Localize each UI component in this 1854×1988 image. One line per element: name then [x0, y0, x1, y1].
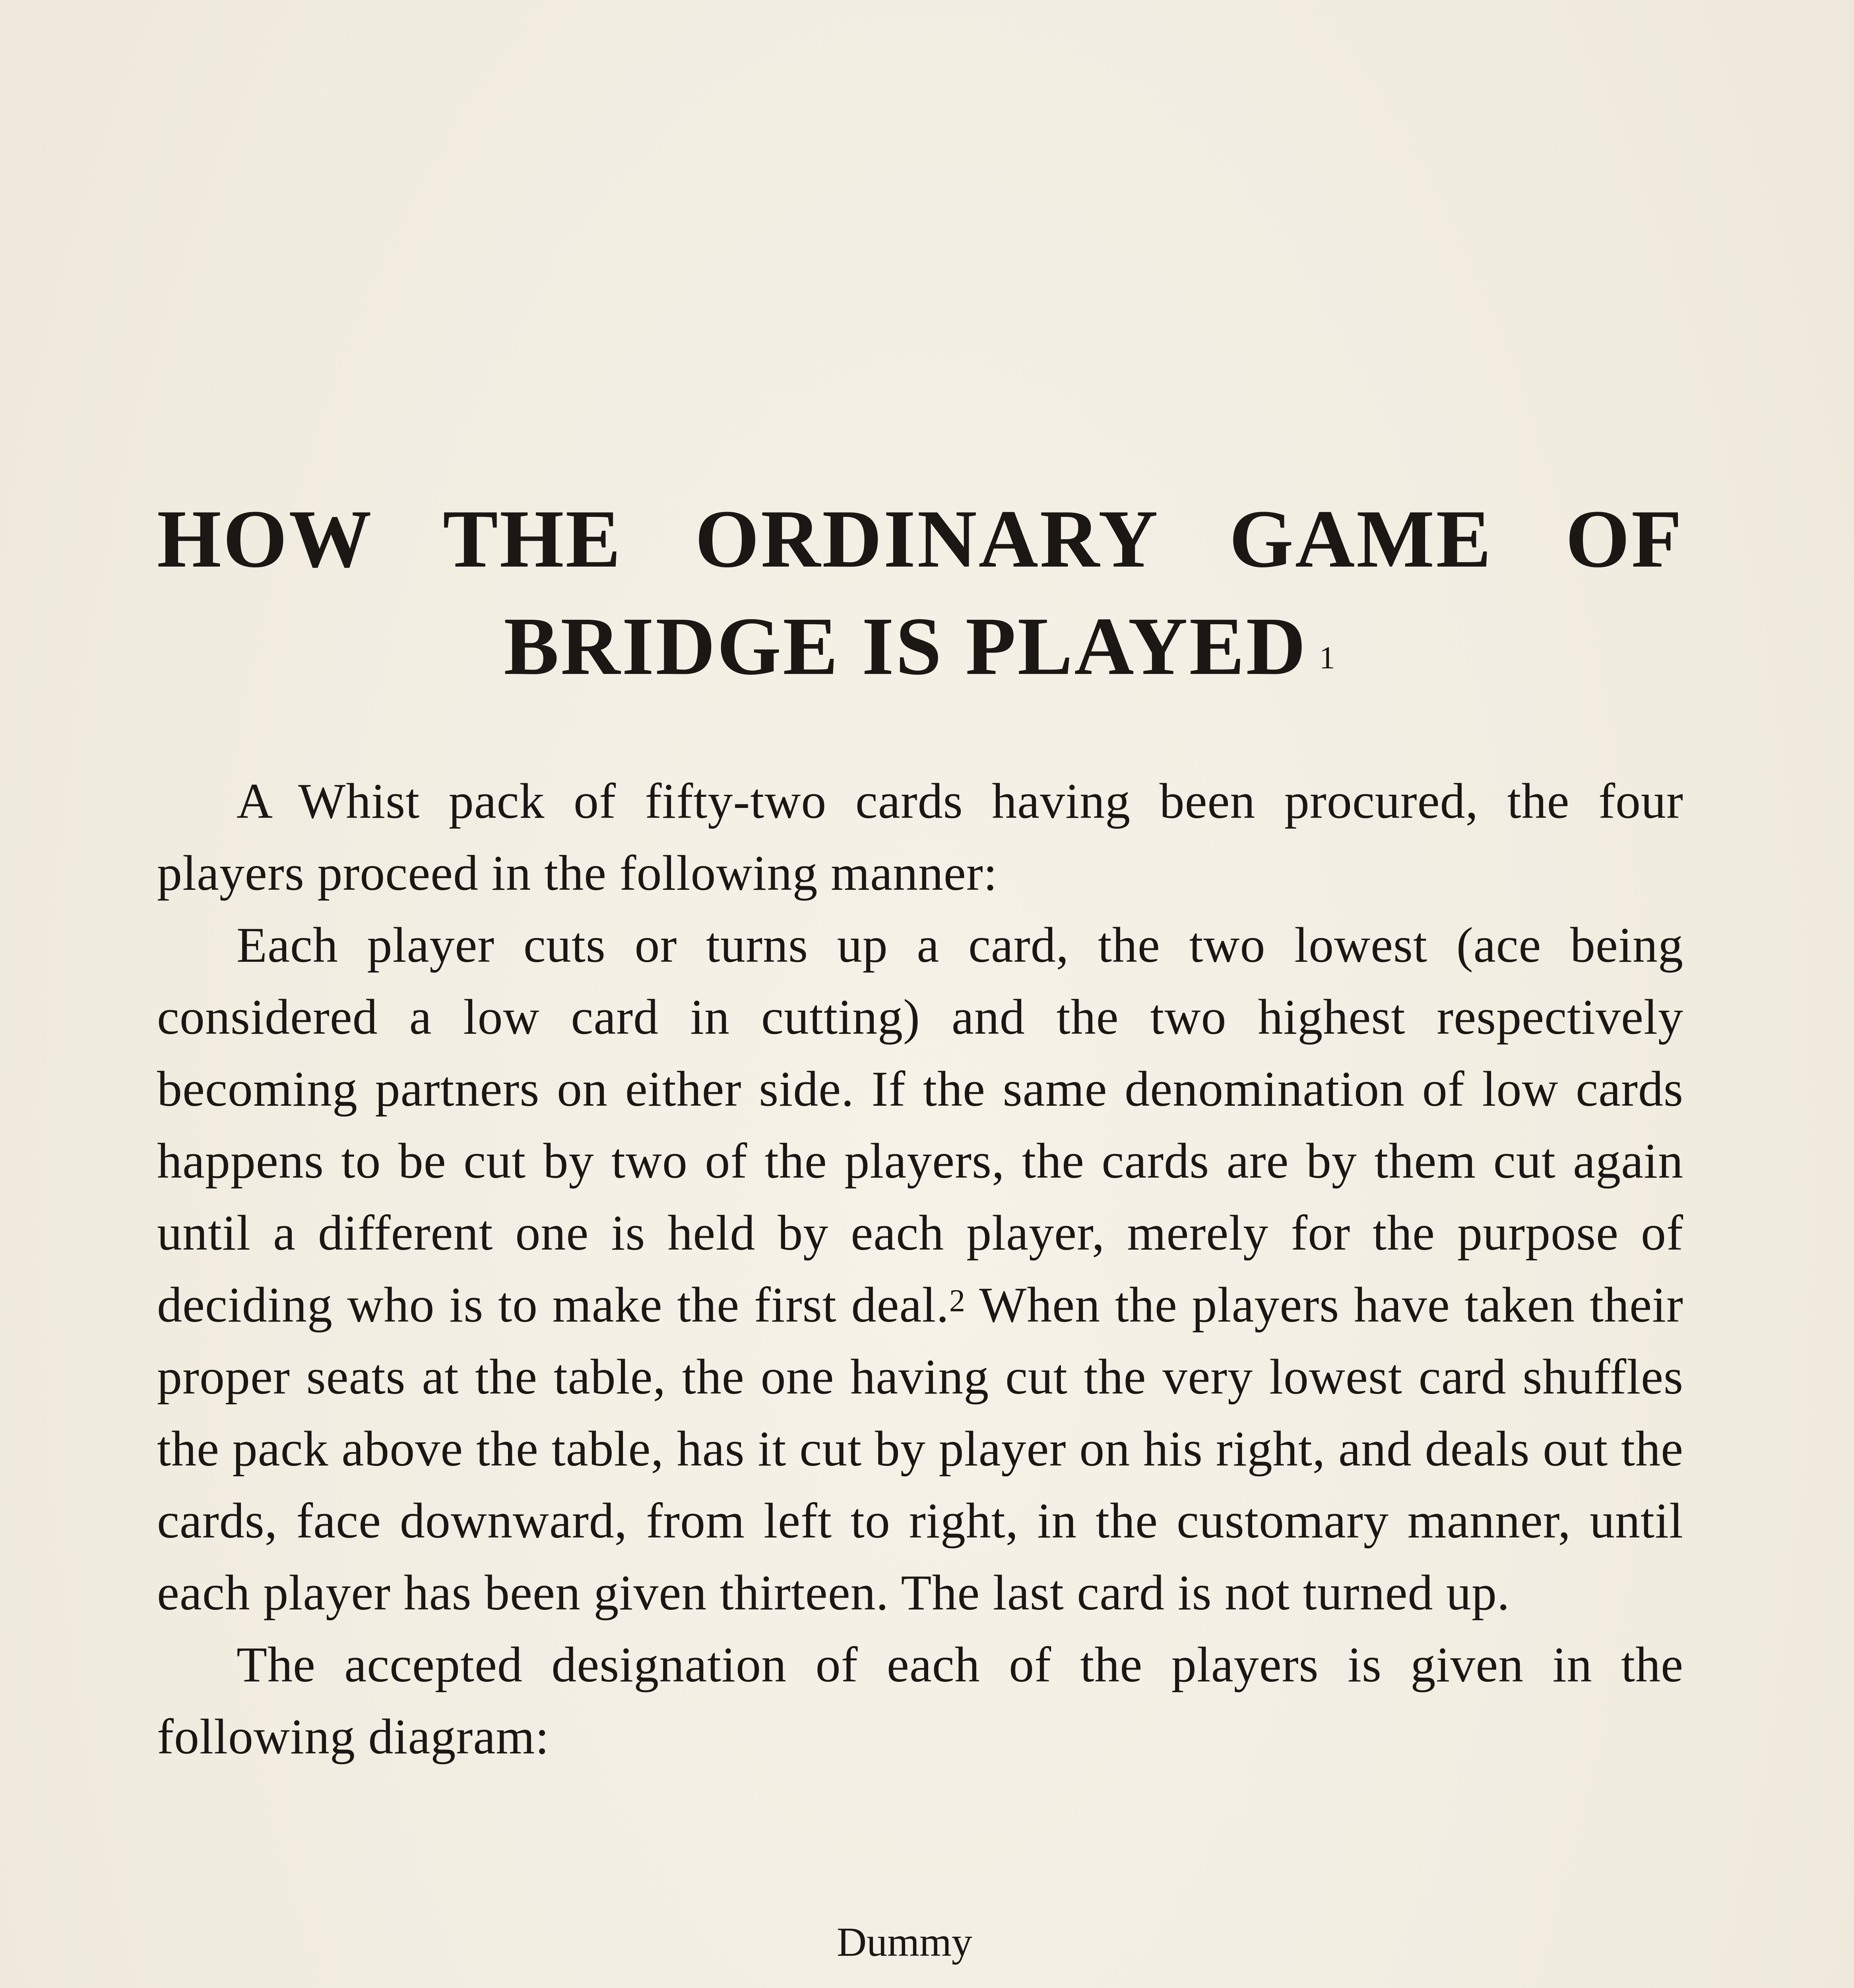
chapter-title	[157, 485, 1683, 700]
paragraph-2-text-after: When the players have taken their proper seats at the table, the one having cut the very lowest card shuffles the pack above the table, has it cut by player on his right, and deals out the cards, face downward, from left to right, in the customary manner, until each player has been given thirteen. The last card is not turned up.	[157, 1277, 1683, 1621]
title-line-1: HOW THE ORDINARY GAME OF	[157, 493, 1683, 584]
paragraph-1: A Whist pack of fifty-two cards having been procured, the four players proceed in the following manner:	[157, 774, 1683, 901]
paragraph-2	[157, 909, 1683, 1629]
title-line-2-text: BRIDGE IS PLAYED	[504, 600, 1307, 692]
title-line-2	[157, 592, 1683, 700]
title-footnote-mark: 1	[1319, 641, 1337, 676]
paragraph-2-footnote-mark: 2	[949, 1283, 966, 1318]
paragraph-2-text-before: Each player cuts or turns up a card, the two lowest (ace being considered a low card in cutting) and the two highest respectively becoming partners on either side. If the same denomination of low cards happens to be cut by two of the players, the cards are by them cut again until a different one is held by each player, merely for the purpose of deciding who is to make the first deal.	[157, 918, 1683, 1333]
body-text	[157, 765, 1683, 1773]
diagram-label-dummy: Dummy	[837, 1919, 972, 1965]
paragraph-3: The accepted designation of each of the players is given in the following diagram:	[157, 1637, 1683, 1765]
